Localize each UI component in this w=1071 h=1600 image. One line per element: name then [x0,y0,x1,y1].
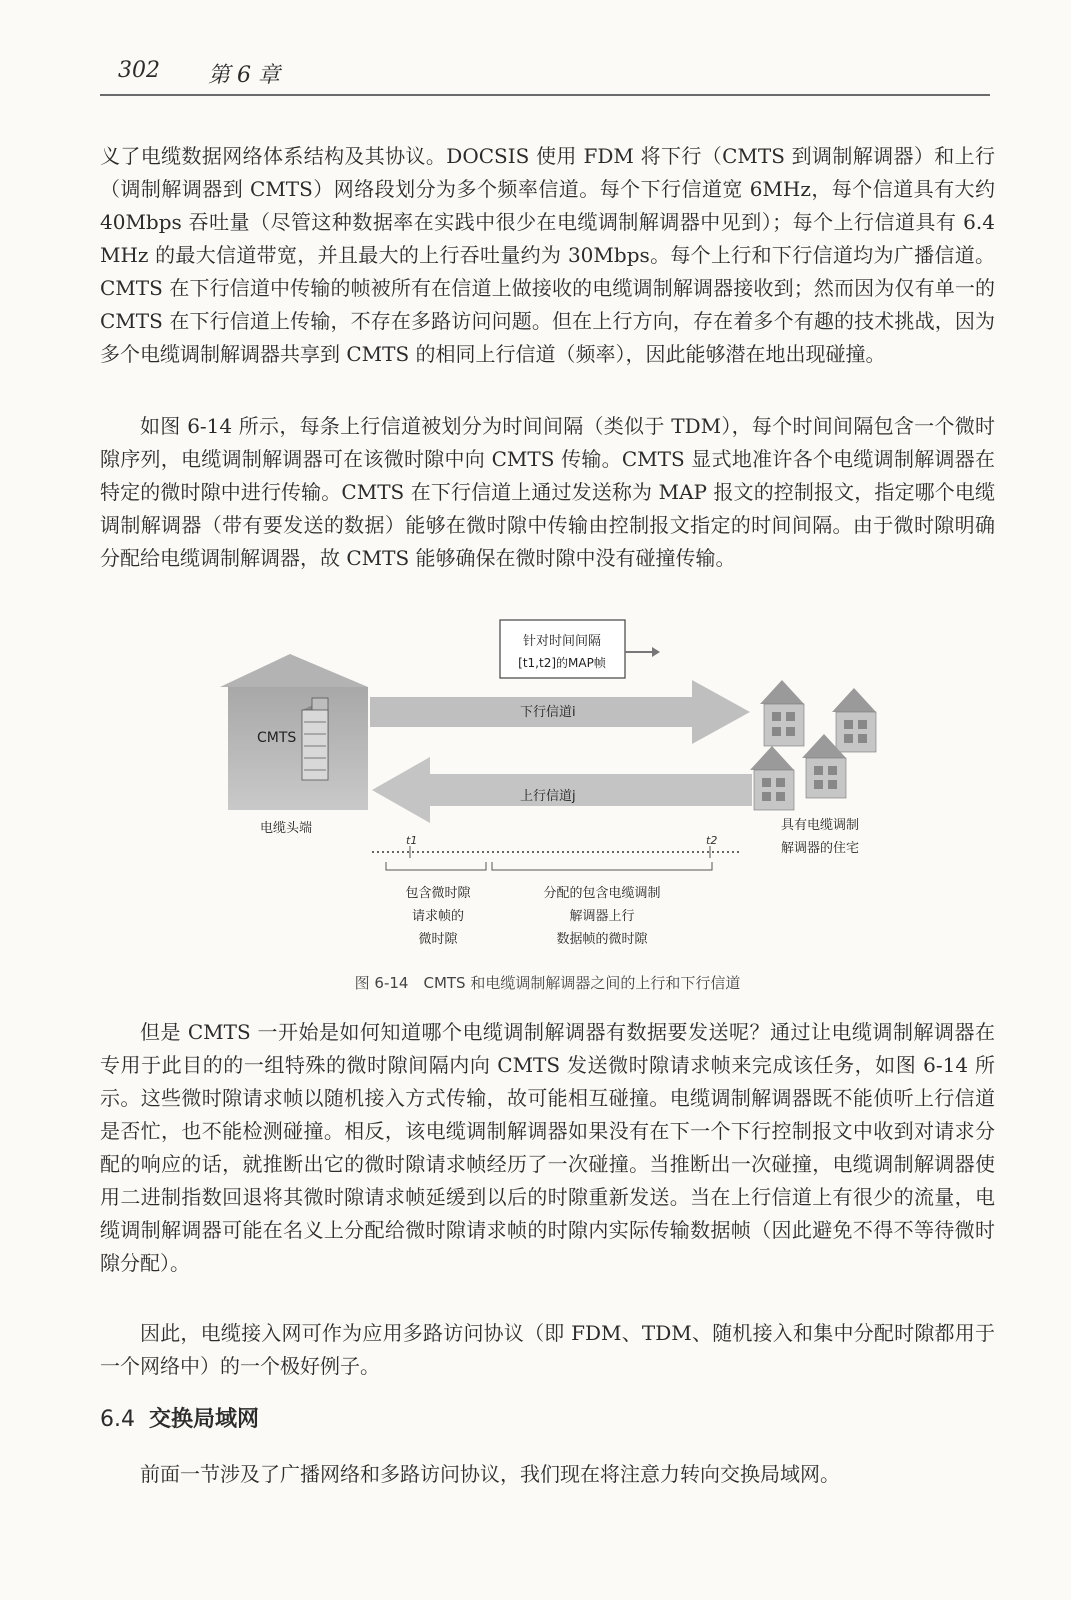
paragraph-summary: 因此，电缆接入网可作为应用多路访问协议（即 FDM、TDM、随机接入和集中分配时隙都用于一个网络中）的一个极好例子。 [100,1321,995,1378]
map-frame-box [500,620,660,678]
section-heading [100,1402,259,1433]
headend-label: 电缆头端 [260,821,313,836]
upstream-label: 上行信道j [520,789,576,804]
chapter-label: 第 6 章 [208,63,280,88]
section-number: 6.4 [100,1407,135,1432]
figure-caption: 图 6-14 CMTS 和电缆调制解调器之间的上行和下行信道 [354,974,741,992]
cmts-rack-icon [302,698,328,780]
homes-label-line1: 具有电缆调制 [780,818,860,833]
t1-label: t1 [406,834,418,847]
paragraph-request-frames: 但是 CMTS 一开始是如何知道哪个电缆调制解调器有数据要发送呢？通过让电缆调制解调器在专用于此目的的一组特殊的微时隙间隔内向 CMTS 发送微时隙请求帧来完成该任务，如图 6-14 所示。这些微时隙请求帧以随机接入方式传输，故可能相互碰撞。电缆调制解调器既不能侦听上行信道是否忙，也不能检测碰撞。相反，该电缆调制解调器如果没有在下一个下行控制报文中收到对请求分配的响应的话，就推断出它的微时隙请求帧经历了一次碰撞。当推断出一次碰撞，电缆调制解调器使用二进制指数回退将其微时隙请求帧延缓到以后的时隙重新发送。当在上行信道上有很少的流量，电缆调制解调器可能在名义上分配给微时隙请求帧的时隙内实际传输数据帧（因此避免不得不等待微时隙分配）。 [100,1020,995,1275]
map-box-line1: 针对时间间隔 [522,634,602,649]
assigned-slots-brace [492,862,712,870]
page-number: 302 [118,58,160,83]
request-slots-brace [386,862,486,870]
request-slots-line3: 微时隙 [418,932,458,947]
paragraph-docsis: 义了电缆数据网络体系结构及其协议。DOCSIS 使用 FDM 将下行（CMTS 到调制解调器）和上行（调制解调器到 CMTS）网络段划分为多个频率信道。每个下行信道宽 6MHz，每个信道具有大约 40Mbps 吞吐量（尽管这种数据率在实践中很少在电缆调制解调器中见到）；每个上行信道具有 6.4MHz 的最大信道带宽，并且最大的上行吞吐量约为 30Mbps。每个上行和下行信道均为广播信道。CMTS 在下行信道中传输的帧被所有在信道上做接收的电缆调制解调器接收到；然而因为仅有单一的 CMTS 在下行信道上传输，不存在多路访问问题。但在上行方向，存在着多个有趣的技术挑战，因为多个电缆调制解调器共享到 CMTS 的相同上行信道（频率），因此能够潜在地出现碰撞。 [100,144,995,366]
paragraph-switched-lan-intro: 前面一节涉及了广播网络和多路访问协议，我们现在将注意力转向交换局域网。 [140,1462,840,1486]
assigned-slots-line3: 数据帧的微时隙 [556,932,648,947]
figure-6-14 [220,612,920,967]
t2-label: t2 [706,834,718,847]
request-slots-line2: 请求帧的 [411,909,465,924]
map-box-line2: [t1,t2]的MAP帧 [518,656,606,670]
cmts-label: CMTS [257,730,297,746]
page-header [100,58,990,96]
request-slots-line1: 包含微时隙 [405,886,471,901]
homes-icon [750,680,876,810]
assigned-slots-line1: 分配的包含电缆调制 [543,886,661,901]
downstream-label: 下行信道i [520,705,576,720]
assigned-slots-line2: 解调器上行 [569,909,635,924]
homes-label-line2: 解调器的住宅 [780,841,860,856]
paragraph-upstream-slots: 如图 6-14 所示，每条上行信道被划分为时间间隔（类似于 TDM），每个时间间隔包含一个微时隙序列，电缆调制解调器可在该微时隙中向 CMTS 传输。CMTS 显式地准许各个电缆调制解调器在特定的微时隙中进行传输。CMTS 在下行信道上通过发送称为 MAP 报文的控制报文，指定哪个电缆调制解调器（带有要发送的数据）能够在微时隙中传输由控制报文指定的时间间隔。由于微时隙明确分配给电缆调制解调器，故 CMTS 能够确保在微时隙中没有碰撞传输。 [100,414,995,570]
section-title: 交换局域网 [149,1407,260,1432]
